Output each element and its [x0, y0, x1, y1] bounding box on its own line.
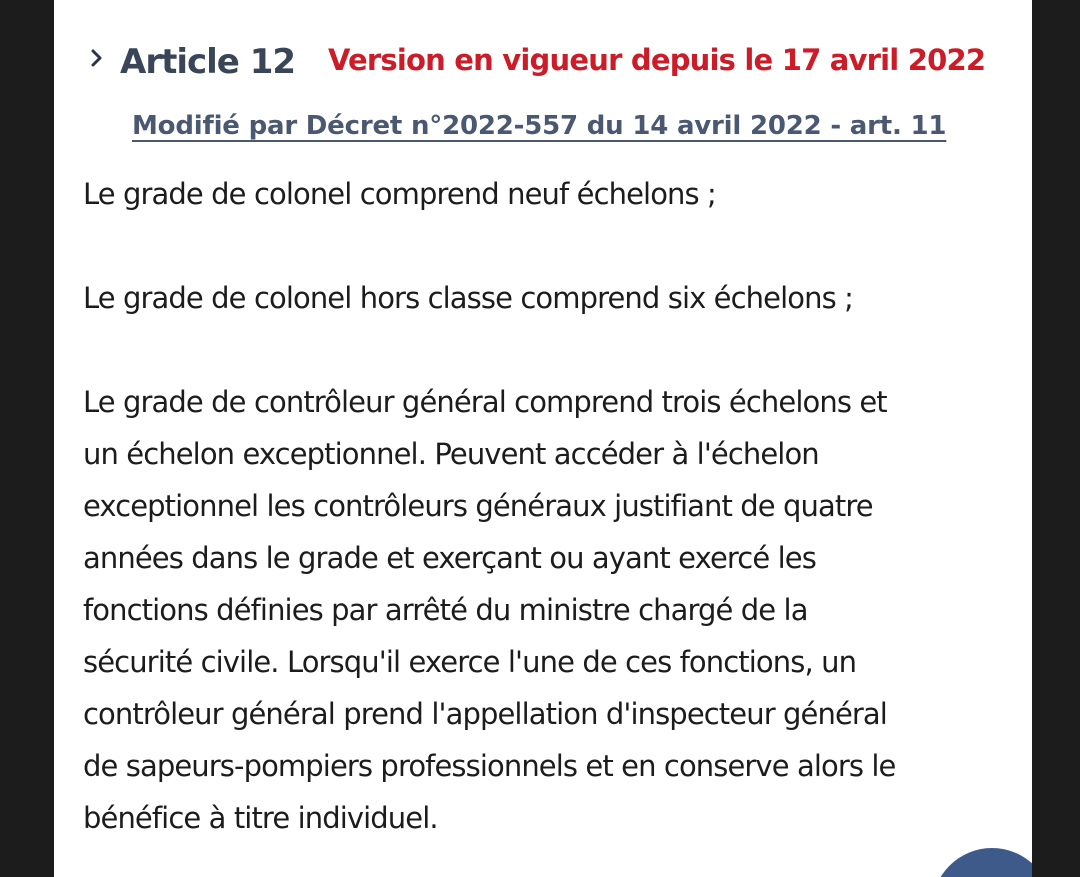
paragraph-colonel-hors-classe: Le grade de colonel hors classe comprend six échelons ;: [83, 281, 853, 315]
article-title: Article 12: [120, 42, 296, 82]
document-page: [54, 0, 1032, 877]
paragraph-colonel: Le grade de colonel comprend neuf échelons ;: [83, 177, 716, 211]
article-body: [83, 168, 1023, 844]
floating-action-button[interactable]: [932, 848, 1032, 877]
article-header[interactable]: [54, 34, 1032, 90]
modification-link[interactable]: Modifié par Décret n°2022-557 du 14 avril 2022 - art. 11: [132, 111, 947, 141]
paragraph-controleur-general: Le grade de contrôleur général comprend trois échelons et un échelon exceptionnel. Peuvent accéder à l'échelon exceptionnel les contrôleurs généraux justifiant de quatre années dans le grade et exerçant ou ayant exercé les fonctions définies par arrêté du ministre chargé de la sécurité civile. Lorsqu'il exerce l'une de ces fonctions, un contrôleur général prend l'appellation d'inspecteur général de sapeurs-pompiers professionnels et en conserve alors le bénéfice à titre individuel.: [83, 385, 896, 835]
chevron-right-icon[interactable]: [90, 48, 103, 68]
version-label: Version en vigueur depuis le 17 avril 2022: [328, 43, 986, 77]
